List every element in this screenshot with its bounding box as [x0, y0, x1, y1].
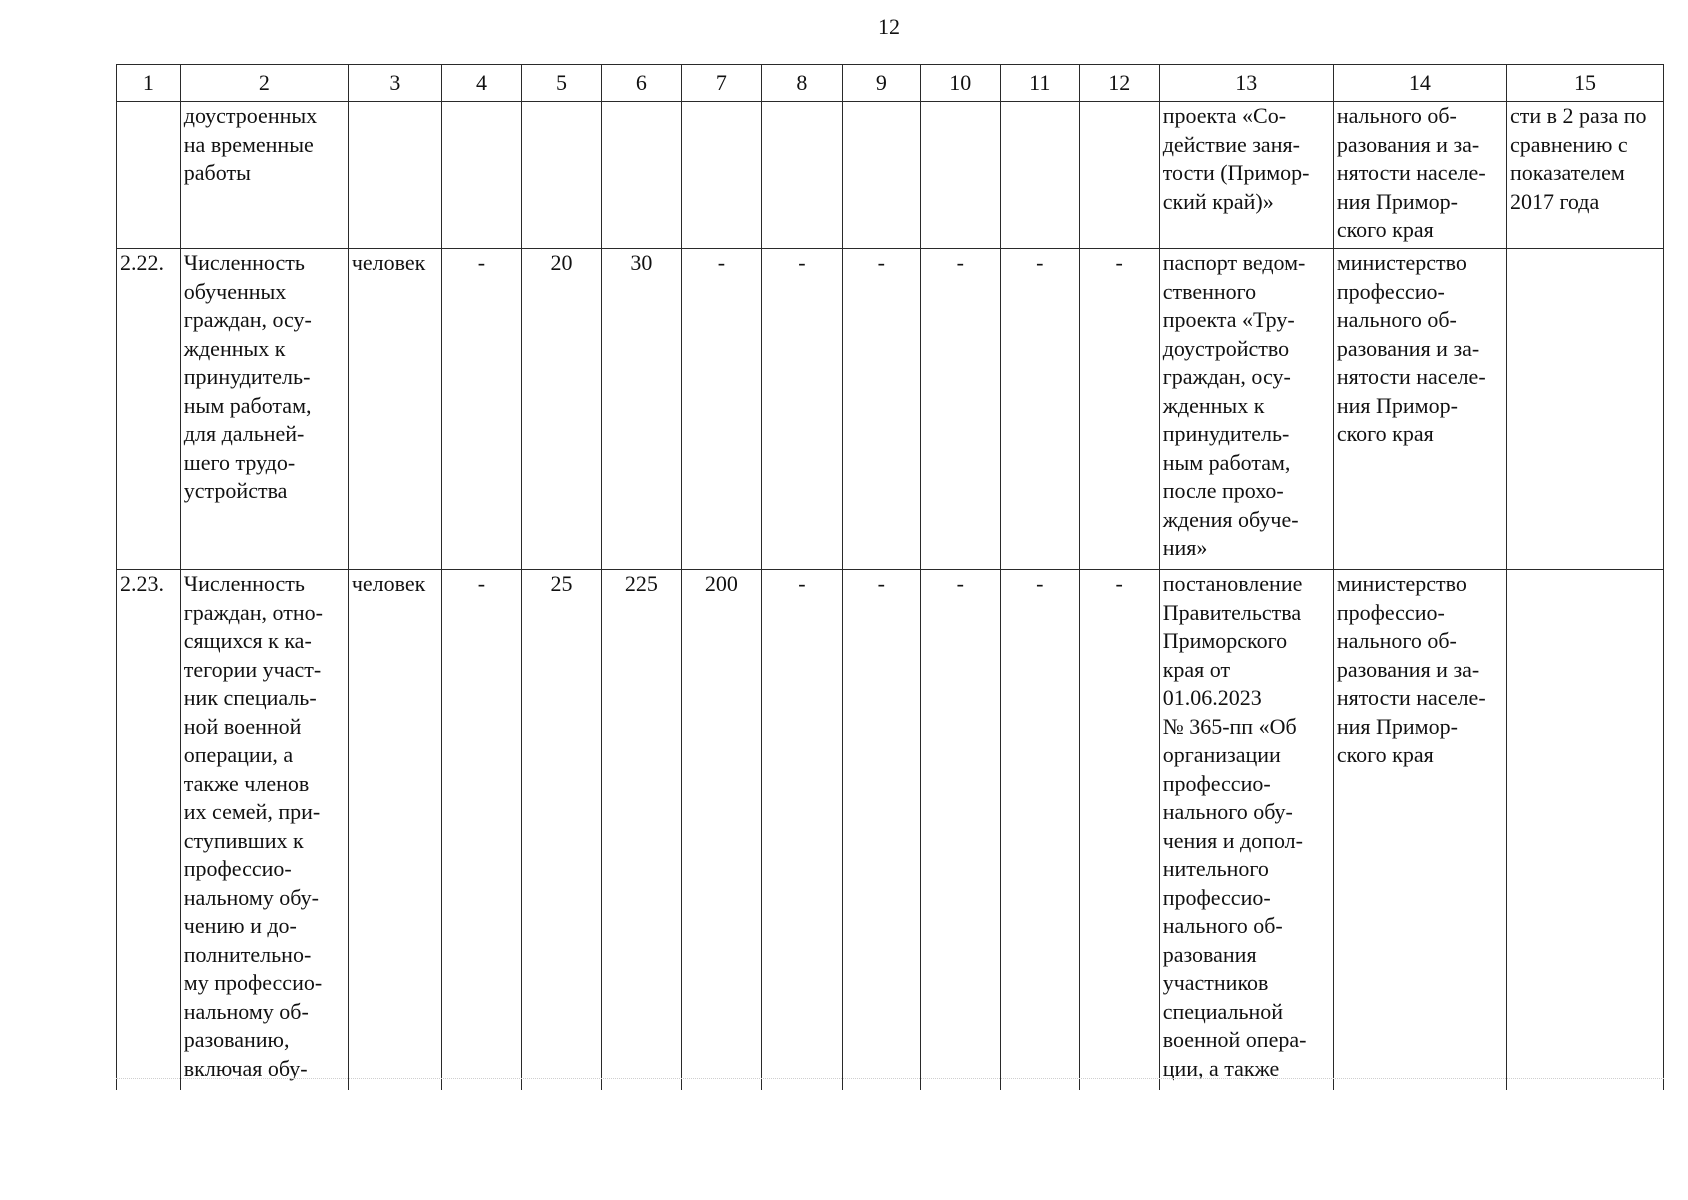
header-cell: 11: [1000, 65, 1079, 102]
value-cell: [842, 102, 920, 249]
header-cell: 1: [117, 65, 181, 102]
unit-cell: [348, 102, 441, 249]
indicators-table: [116, 64, 1664, 1090]
header-cell: 12: [1079, 65, 1159, 102]
source-document-cell: проекта «Со- действие заня- тости (Примор- ский край)»: [1159, 102, 1333, 249]
source-document-cell: паспорт ведом- ственного проекта «Тру- доустройство граждан, осу- жденных к принудитель- ным работам, после прохо- ждения обуче- ния»: [1159, 249, 1333, 570]
header-cell: 4: [441, 65, 521, 102]
indicator-name-cell: доустроенных на временные работы: [180, 102, 348, 249]
header-cell: 9: [842, 65, 920, 102]
value-cell: -: [1079, 249, 1159, 570]
source-document-cell: постановление Правительства Приморского края от 01.06.2023 № 365-пп «Об организации профессио- нального обу- чения и допол- нительного профессио- нального об- разования участников специальной военной опера- ции, а также: [1159, 570, 1333, 1091]
header-cell: 2: [180, 65, 348, 102]
value-cell: 25: [521, 570, 601, 1091]
value-cell: -: [441, 570, 521, 1091]
row-number-cell: [117, 102, 181, 249]
value-cell: 225: [601, 570, 681, 1091]
value-cell: -: [842, 249, 920, 570]
header-cell: 8: [761, 65, 842, 102]
table-row: [117, 570, 1664, 1091]
value-cell: [1079, 102, 1159, 249]
value-cell: -: [1079, 570, 1159, 1091]
note-cell: [1506, 249, 1663, 570]
value-cell: -: [441, 249, 521, 570]
value-cell: [441, 102, 521, 249]
value-cell: 200: [681, 570, 761, 1091]
value-cell: -: [920, 249, 1000, 570]
header-cell: 14: [1333, 65, 1506, 102]
page-cut-edge: [116, 1078, 1664, 1079]
value-cell: -: [681, 249, 761, 570]
header-row: [117, 65, 1664, 102]
value-cell: [601, 102, 681, 249]
note-cell: сти в 2 раза по сравнению с показателем 2017 года: [1506, 102, 1663, 249]
header-cell: 5: [521, 65, 601, 102]
value-cell: -: [761, 570, 842, 1091]
indicator-name-cell: Численность обученных граждан, осу- жденных к принудитель- ным работам, для дальней- шего трудо- устройства: [180, 249, 348, 570]
value-cell: -: [1000, 570, 1079, 1091]
responsible-cell: министерство профессио- нального об- разования и за- нятости населе- ния Примор- ского края: [1333, 249, 1506, 570]
note-cell: [1506, 570, 1663, 1091]
indicator-name-cell: Численность граждан, отно- сящихся к ка- тегории участ- ник специаль- ной военной операции, а также членов их семей, при- ступивших к профессио- нальному обу- чению и до- полнительно- му профессио- нальному об- разованию, включая обу-: [180, 570, 348, 1091]
header-cell: 15: [1506, 65, 1663, 102]
header-cell: 6: [601, 65, 681, 102]
value-cell: [761, 102, 842, 249]
value-cell: [1000, 102, 1079, 249]
row-number-cell: 2.22.: [117, 249, 181, 570]
responsible-cell: министерство профессио- нального об- разования и за- нятости населе- ния Примор- ского края: [1333, 570, 1506, 1091]
responsible-cell: нального об- разования и за- нятости населе- ния Примор- ского края: [1333, 102, 1506, 249]
value-cell: -: [761, 249, 842, 570]
value-cell: 20: [521, 249, 601, 570]
value-cell: [521, 102, 601, 249]
value-cell: -: [842, 570, 920, 1091]
value-cell: -: [920, 570, 1000, 1091]
header-cell: 10: [920, 65, 1000, 102]
page-number: 12: [878, 14, 900, 39]
value-cell: [920, 102, 1000, 249]
row-number-cell: 2.23.: [117, 570, 181, 1091]
value-cell: -: [1000, 249, 1079, 570]
unit-cell: человек: [348, 249, 441, 570]
table-row: [117, 249, 1664, 570]
header-cell: 7: [681, 65, 761, 102]
header-cell: 3: [348, 65, 441, 102]
value-cell: [681, 102, 761, 249]
table-row: [117, 102, 1664, 249]
unit-cell: человек: [348, 570, 441, 1091]
header-cell: 13: [1159, 65, 1333, 102]
value-cell: 30: [601, 249, 681, 570]
